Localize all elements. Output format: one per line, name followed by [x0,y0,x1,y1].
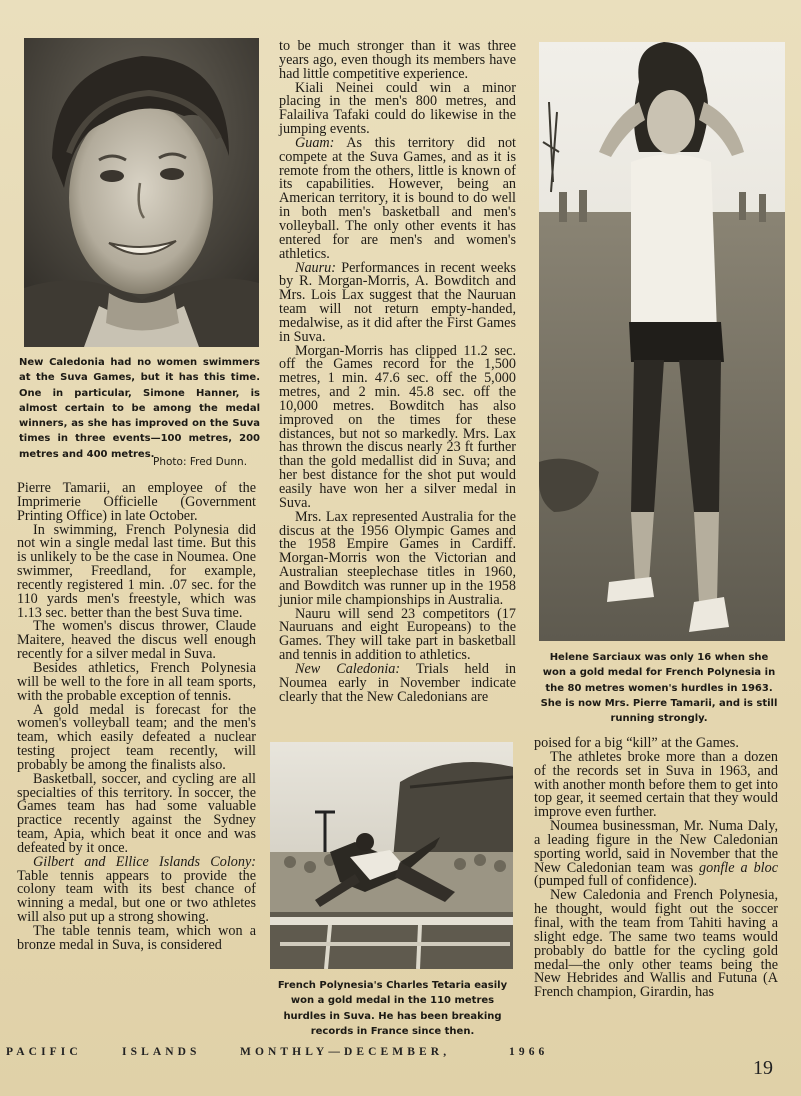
col1-paragraph: Besides athletics, French Polynesia will be well to the fore in all team sports, with the probable exception of tennis. [17,659,256,704]
col3-paragraph: New Caledonia and French Polynesia, he thought, would fight out the soccer final, with the team from Tahiti having a slight edge. The same two teams would probably do battle for the cycling gold medal—the only other teams being the New Hebrides and Wallis and Futuna (A French champion, Girardin, has [534,887,778,1001]
col2-paragraph: Kiali Neinei could win a minor placing in the men's 800 metres, and Falailiva Tafaki could do likewise in the jumping events. [279,79,516,138]
col2-paragraph: Guam: As this territory did not compete at the Suva Games, and as it is remote from the others, little is known of its capabilities. However, being an American territory, it is bound to do well in both men's basketball and men's volleyball. The only other events it has entered for are men's and women's athletics. [279,134,516,262]
col1-paragraph: Pierre Tamarii, an employee of the Imprimerie Officielle (Government Printing Office) in late October. [17,480,256,524]
col1-paragraph: In swimming, French Polynesia did not win a single medal last time. But this is unlikely to be the case in Noumea. One swimmer, Freedland, for example, recently registered 1 min. .07 sec. for the 110 yards men's freestyle, which was 1.13 sec. better than the best Suva time. [17,521,256,621]
swimmer-photo-caption: New Caledonia had no women swimmers at the Suva Games, but it has this time. One in particular, Simone Hanner, is almost certain to be among the medal winners, as she has improved on the Suva times in three events—100 metres, 200 metres and 400 metres. [19,357,260,460]
col2-paragraph: Morgan-Morris has clipped 11.2 sec. off the Games record for the 1,500 metres, 1 min. 47.6 sec. off the 5,000 metres, and 2 min. 45.8 sec. off the 10,000 metres. Bowditch has also improved on the times for these distances, but not so markedly. Mrs. Lax has thrown the discus nearly 23 ft further than the gold medallist did in Suva; and her best distance for the shot put would easily have won her a silver medal in Suva. [279,342,516,511]
runner-photo-caption: Helene Sarciaux was only 16 when she won a gold medal for French Polynesia in the 80 metres women's hurdles in 1963. She is now Mrs. Pierre Tamarii, and is still running strongly. [540,652,778,725]
col2-paragraph: to be much stronger than it was three years ago, even though its members have had little competitive experience. [279,38,516,82]
section-heading-new-caledonia: New Caledonia: [295,660,401,677]
col1-paragraph: The women's discus thrower, Claude Maitere, heaved the discus well enough recently for a silver medal in Suva. [17,618,256,663]
section-heading-guam: Guam: [295,134,335,151]
section-heading-gilbert-ellice: Gilbert and Ellice Islands Colony: [33,853,256,870]
footer-monthly-december: MONTHLY—DECEMBER, [240,1046,451,1058]
runner-photo [539,42,785,641]
article-column-3 [534,737,778,1000]
col2-paragraph: Nauru: Performances in recent weeks by R. Morgan-Morris, A. Bowditch and Mrs. Lois Lax suggest that the Nauruan team will not return empty-handed, medalwise, as it did after the First Games in Suva. [279,259,516,345]
article-column-1 [17,482,256,953]
col3-paragraph: The athletes broke more than a dozen of the records set in Suva in 1963, and with another month before them to get into top gear, it seemed certain that they would improve even further. [534,748,778,821]
col1-paragraph: A gold medal is forecast for the women's volleyball team; and the men's team, which easily defeated a nuclear testing project team recently, will probably be among the finalists also. [17,701,256,773]
footer-year: 1966 [509,1046,549,1058]
col2-paragraph: Nauru will send 23 competitors (17 Nauruans and eight Europeans) to the Games. They will take part in basketball and tennis in addition to athletics. [279,605,516,664]
col2-paragraph: New Caledonia: Trials held in Noumea early in November indicate clearly that the New Caledonians are [279,660,516,705]
article-column-2 [279,40,516,705]
swimmer-photo-credit: Photo: Fred Dunn. [153,456,248,468]
footer-islands: ISLANDS [122,1046,201,1058]
section-heading-nauru: Nauru: [295,259,336,276]
col3-paragraph: poised for a big “kill” at the Games. [534,735,739,751]
page-number: 19 [753,1057,773,1079]
col3-paragraph: Noumea businessman, Mr. Numa Daly, a leading figure in the New Caledonian sporting world, said in November that the New Caledonian team was gonfle a bloc (pumped full of confidence). [534,818,779,890]
col1-paragraph: Basketball, soccer, and cycling are all specialties of this territory. In soccer, the Games team has had some valuable practice recently against the Sydney team, Apia, which beat it once and was defeated by it once. [17,770,256,856]
hurdler-photo-caption: French Polynesia's Charles Tetaria easily won a gold medal in the 110 metres hurdles in Suva. He has been breaking records in France since then. [277,980,508,1037]
hurdler-photo [270,742,513,969]
col1-paragraph: The table tennis team, which won a bronze medal in Suva, is considered [17,923,256,953]
col1-paragraph: Gilbert and Ellice Islands Colony: Table tennis appears to provide the colony team with its best chance of winning a medal, but one or two athletes will also put up a strong showing. [17,853,256,926]
footer-pacific: PACIFIC [6,1046,82,1058]
swimmer-portrait-photo [24,38,259,347]
col2-paragraph: Mrs. Lax represented Australia for the discus at the 1956 Olympic Games and the 1958 Empire Games in Cardiff. Morgan-Morris won the Victorian and Australian steeplechase titles in 1960, and Bowditch was runner up in the 1958 junior mile championships in Australia. [279,508,516,608]
